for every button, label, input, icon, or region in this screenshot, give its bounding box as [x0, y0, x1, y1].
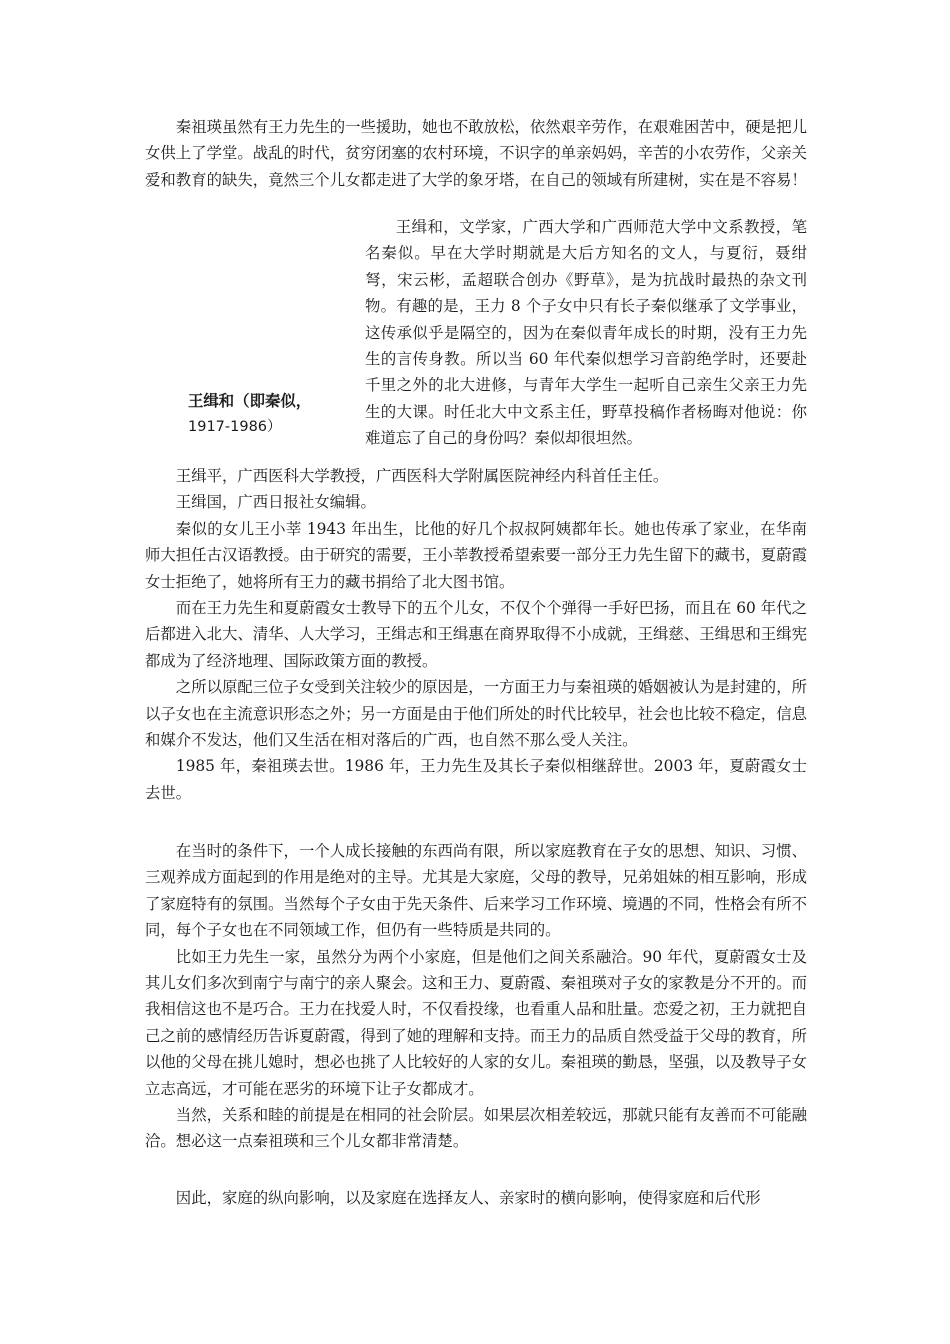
analysis-section [145, 838, 807, 1155]
paragraph: 王缉国，广西日报社女编辑。 [175, 493, 376, 512]
figure-side-text [365, 214, 807, 452]
paragraph: 比如王力先生一家，虽然分为两个小家庭，但是他们之间关系融洽。90 年代，夏蔚霞女士及其儿女们多次到南宁与南宁的亲人聚会。这和王力、夏蔚霞、秦祖瑛对子女的家教是分不开的。而我相信这也不是巧合。王力在找爱人时，不仅看投缘，也看重人品和肚量。恋爱之初，王力就把自己之前的感情经历告诉夏蔚霞，得到了她的理解和支持。而王力的品质自然受益于父母的教育，所以他的父母在挑儿媳时，想必也挑了人比较好的人家的女儿。秦祖瑛的勤恳，坚强，以及教导子女立志高远，才可能在恶劣的环境下让子女都成才。 [145, 947, 807, 1098]
conclusion-section [145, 1185, 807, 1211]
paragraph: 秦祖瑛虽然有王力先生的一些援助，她也不敢放松，依然艰辛劳作，在艰难困苦中，硬是把儿女供上了学堂。战乱的时代，贫穷闭塞的农村环境，不识字的单亲妈妈，辛苦的小农劳作，父亲关爱和教育的缺失，竟然三个儿女都走进了大学的象牙塔，在自己的领域有所建树，实在是不容易！ [145, 118, 807, 189]
figure-caption-line: 王缉和（即秦似， [188, 392, 312, 410]
paragraph: 王缉和，文学家，广西大学和广西师范大学中文系教授，笔名秦似。早在大学时期就是大后方知名的文人，与夏衍，聂绀弩，宋云彬，孟超联合创办《野草》，是为抗战时最热的杂文刊物。有趣的是，王力 8 个子女中只有长子秦似继承了文学事业，这传承似乎是隔空的，因为在秦似青年成长的时期，没有王力先生的言传身教。所以当 60 年代秦似想学习音韵绝学时，还要赴千里之外的北大进修，与青年大学生一起听自己亲生父亲王力先生的大课。时任北大中文系主任，野草投稿作者杨晦对他说：你难道忘了自己的身份吗？秦似却很坦然。 [365, 218, 807, 448]
paragraph: 之所以原配三位子女受到关注较少的原因是，一方面王力与秦祖瑛的婚姻被认为是封建的，所以子女也在主流意识形态之外；另一方面是由于他们所处的时代比较早，社会也比较不稳定，信息和媒介不发达，他们又生活在相对落后的广西，也自然不那么受人关注。 [145, 678, 807, 750]
intro-section [145, 114, 807, 193]
paragraph: 1985 年，秦祖瑛去世。1986 年，王力先生及其长子秦似相继辞世。2003 年，夏蔚霞女士去世。 [145, 757, 807, 802]
figure-caption [188, 388, 348, 440]
paragraph: 王缉平，广西医科大学教授，广西医科大学附属医院神经内科首任主任。 [175, 467, 669, 485]
family-section [145, 463, 807, 806]
paragraph: 而在王力先生和夏蔚霞女士教导下的五个儿女，不仅个个弹得一手好巴扬，而且在 60 年代之后都进入北大、清华、人大学习，王缉志和王缉惠在商界取得不小成就，王缉慈、王缉思和王缉宪都成为了经济地理、国际政策方面的教授。 [145, 599, 807, 670]
figure-caption-dates: 1917-1986） [188, 419, 282, 435]
paragraph: 在当时的条件下，一个人成长接触的东西尚有限，所以家庭教育在子女的思想、知识、习惯、三观养成方面起到的作用是绝对的主导。尤其是大家庭，父母的教导，兄弟姐妹的相互影响，形成了家庭特有的氛围。当然每个子女由于先天条件、后来学习工作环境、境遇的不同，性格会有所不同，每个子女也在不同领域工作，但仍有一些特质是共同的。 [145, 842, 807, 940]
paragraph: 当然，关系和睦的前提是在相同的社会阶层。如果层次相差较远，那就只能有友善而不可能融洽。想必这一点秦祖瑛和三个儿女都非常清楚。 [145, 1106, 807, 1151]
paragraph: 秦似的女儿王小莘 1943 年出生，比他的好几个叔叔阿姨都年长。她也传承了家业，在华南师大担任古汉语教授。由于研究的需要，王小莘教授希望索要一部分王力先生留下的藏书，夏蔚霞女士拒绝了，她将所有王力的藏书捐给了北大图书馆。 [145, 519, 807, 591]
paragraph: 因此，家庭的纵向影响，以及家庭在选择友人、亲家时的横向影响，使得家庭和后代形 [175, 1189, 761, 1207]
